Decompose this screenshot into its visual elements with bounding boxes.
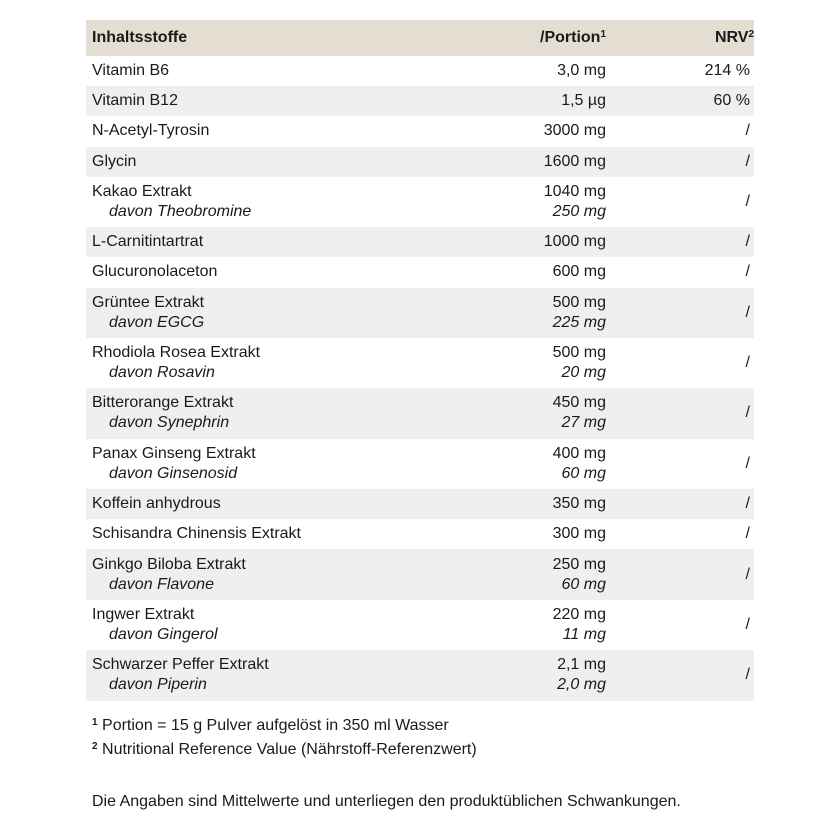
- portion-cell: [488, 177, 606, 227]
- portion-cell: [488, 650, 606, 700]
- header-portion: /Portion$^1$: [488, 20, 606, 56]
- ingredient-name: L-Carnitintartrat: [92, 233, 204, 251]
- nrv-value: /: [745, 192, 750, 210]
- footnote-2: $^2$ Nutritional Reference Value (Nährstoff-Referenzwert): [92, 741, 477, 758]
- portion-cell: [488, 147, 606, 177]
- table-row: [86, 600, 754, 650]
- portion-cell: [488, 56, 606, 86]
- ingredient-name: Koffein anhydrous: [92, 495, 221, 513]
- table-row: [86, 227, 754, 257]
- portion-cell: [488, 549, 606, 599]
- nrv-value: /: [745, 616, 750, 634]
- sub-ingredient-name: davon Gingerol: [109, 626, 218, 644]
- ingredient-name: Panax Ginseng Extrakt: [92, 444, 256, 462]
- nutrition-table: [86, 20, 754, 701]
- portion-cell: [488, 519, 606, 549]
- portion-value: 3000 mg: [543, 122, 606, 140]
- table-header: [86, 20, 754, 56]
- portion-value: 500 mg: [552, 344, 606, 362]
- ingredient-name: Grüntee Extrakt: [92, 293, 205, 311]
- ingredient-name-cell: [86, 519, 488, 549]
- ingredient-name: Ingwer Extrakt: [92, 606, 195, 624]
- ingredient-name-cell: [86, 288, 488, 338]
- ingredient-name-cell: [86, 147, 488, 177]
- ingredient-name-cell: [86, 549, 488, 599]
- footnotes: [92, 714, 477, 762]
- nrv-value: /: [606, 650, 754, 700]
- ingredient-name-cell: [86, 388, 488, 438]
- portion-value: 2,1 mg: [557, 656, 606, 674]
- nrv-value: /: [606, 227, 754, 257]
- nrv-value: /: [606, 288, 754, 338]
- portion-value: 600 mg: [552, 263, 606, 281]
- table-row: [86, 56, 754, 86]
- ingredient-name: Ginkgo Biloba Extrakt: [92, 555, 246, 573]
- ingredient-name: Vitamin B6: [92, 62, 170, 80]
- nrv-value: /: [606, 489, 754, 519]
- disclaimer-text: Die Angaben sind Mittelwerte und unterliegen den produktüblichen Schwankungen.: [92, 793, 681, 810]
- nrv-value: /: [745, 525, 750, 543]
- nrv-value: /: [745, 354, 750, 372]
- ingredient-name-cell: [86, 56, 488, 86]
- portion-cell: [488, 227, 606, 257]
- portion-cell: [488, 439, 606, 489]
- sub-portion-value: 60 mg: [561, 575, 606, 593]
- sub-ingredient-name: davon Flavone: [109, 575, 214, 593]
- table-row: [86, 650, 754, 700]
- table-row: [86, 549, 754, 599]
- nrv-value: 214 %: [704, 62, 750, 80]
- sub-ingredient-name: davon Rosavin: [109, 364, 215, 382]
- nrv-value: /: [745, 454, 750, 472]
- portion-value: 3,0 mg: [557, 62, 606, 80]
- nrv-value: /: [606, 388, 754, 438]
- ingredient-name: Glycin: [92, 152, 137, 170]
- sub-ingredient-name: davon Theobromine: [109, 202, 252, 220]
- sub-portion-value: 27 mg: [561, 414, 606, 432]
- portion-value: 1040 mg: [543, 182, 606, 200]
- sub-ingredient-name: davon Piperin: [109, 676, 207, 694]
- portion-value: 500 mg: [552, 293, 606, 311]
- ingredient-name: Bitterorange Extrakt: [92, 394, 234, 412]
- ingredient-name: Kakao Extrakt: [92, 182, 192, 200]
- table-row: [86, 519, 754, 549]
- portion-value: 1600 mg: [543, 152, 606, 170]
- portion-value: 300 mg: [552, 525, 606, 543]
- table-row: [86, 116, 754, 146]
- sub-ingredient-name: davon Ginsenosid: [109, 464, 238, 482]
- ingredient-name-cell: [86, 600, 488, 650]
- table-row: [86, 338, 754, 388]
- portion-cell: [488, 86, 606, 116]
- nutrition-table-panel: [86, 20, 754, 701]
- ingredient-name: Schisandra Chinensis Extrakt: [92, 525, 301, 543]
- table-row: [86, 147, 754, 177]
- portion-value: 220 mg: [552, 606, 606, 624]
- ingredient-name-cell: [86, 650, 488, 700]
- header-row: [86, 20, 754, 56]
- ingredient-name-cell: [86, 177, 488, 227]
- sub-ingredient-name: davon Synephrin: [109, 414, 230, 432]
- table-row: [86, 489, 754, 519]
- portion-cell: [488, 257, 606, 287]
- sub-portion-value: 11 mg: [562, 626, 606, 644]
- sub-portion-value: 60 mg: [561, 464, 606, 482]
- sub-portion-value: 250 mg: [552, 202, 606, 220]
- nrv-value: /: [606, 147, 754, 177]
- ingredient-name-cell: [86, 489, 488, 519]
- table-body: [86, 56, 754, 701]
- nrv-value: /: [745, 122, 750, 140]
- nrv-value: /: [745, 263, 750, 281]
- portion-cell: [488, 489, 606, 519]
- header-ingredients: Inhaltsstoffe: [86, 20, 488, 56]
- ingredient-name: Vitamin B12: [92, 92, 178, 110]
- portion-cell: [488, 388, 606, 438]
- sub-ingredient-name: davon EGCG: [109, 313, 205, 331]
- portion-cell: [488, 116, 606, 146]
- footnote-1: $^1$ Portion = 15 g Pulver aufgelöst in 350 ml Wasser: [92, 717, 449, 734]
- portion-cell: [488, 600, 606, 650]
- ingredient-name: N-Acetyl-Tyrosin: [92, 122, 210, 140]
- table-row: [86, 257, 754, 287]
- portion-value: 1,5 µg: [561, 92, 606, 110]
- table-row: [86, 86, 754, 116]
- ingredient-name-cell: [86, 439, 488, 489]
- ingredient-name: Glucuronolaceton: [92, 263, 218, 281]
- portion-value: 400 mg: [552, 444, 606, 462]
- portion-cell: [488, 288, 606, 338]
- sub-portion-value: 2,0 mg: [557, 676, 606, 694]
- ingredient-name-cell: [86, 227, 488, 257]
- header-nrv: NRV$^2$: [606, 20, 754, 56]
- portion-value: 250 mg: [552, 555, 606, 573]
- table-row: [86, 439, 754, 489]
- table-row: [86, 177, 754, 227]
- ingredient-name-cell: [86, 338, 488, 388]
- ingredient-name-cell: [86, 86, 488, 116]
- ingredient-name-cell: [86, 257, 488, 287]
- portion-value: 1000 mg: [543, 233, 606, 251]
- ingredient-name: Rhodiola Rosea Extrakt: [92, 344, 261, 362]
- ingredient-name-cell: [86, 116, 488, 146]
- portion-value: 450 mg: [552, 394, 606, 412]
- table-row: [86, 288, 754, 338]
- nrv-value: /: [606, 549, 754, 599]
- sub-portion-value: 20 mg: [561, 364, 606, 382]
- portion-value: 350 mg: [552, 495, 606, 513]
- table-row: [86, 388, 754, 438]
- portion-cell: [488, 338, 606, 388]
- nrv-value: 60 %: [606, 86, 754, 116]
- sub-portion-value: 225 mg: [552, 313, 606, 331]
- ingredient-name: Schwarzer Peffer Extrakt: [92, 656, 269, 674]
